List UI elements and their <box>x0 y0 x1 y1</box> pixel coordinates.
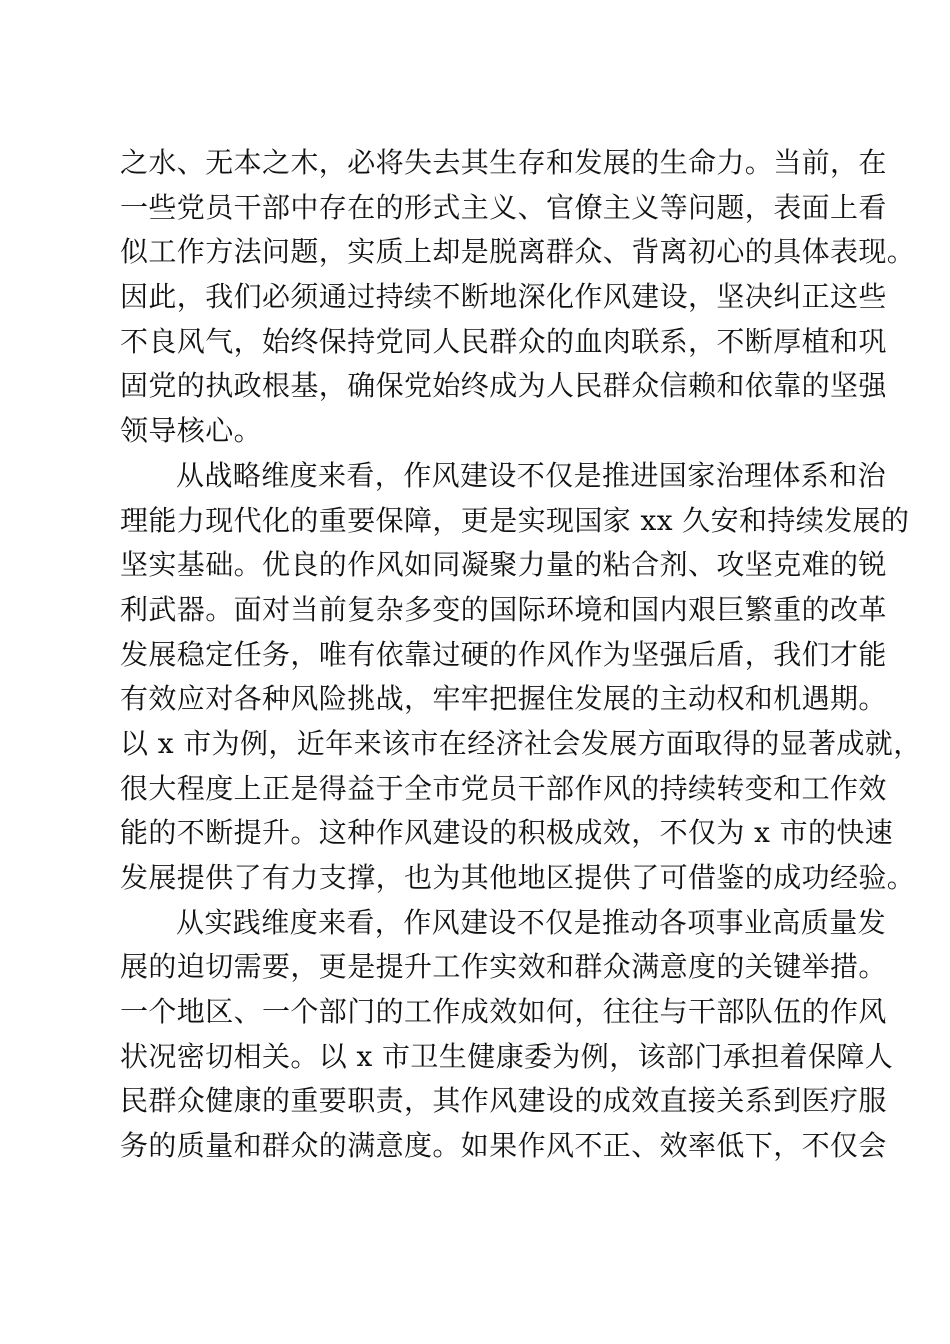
text-line: 务的质量和群众的满意度。如果作风不正、效率低下，不仅会 <box>120 1129 887 1163</box>
paragraph <box>120 454 922 901</box>
paragraph <box>120 901 894 1169</box>
text-line: 因此，我们必须通过持续不断地深化作风建设，坚决纠正这些 <box>120 280 887 314</box>
text-line: 理能力现代化的重要保障，更是实现国家 xx 久安和持续发展的 <box>120 503 910 537</box>
text-line: 能的不断提升。这种作风建设的积极成效，不仅为 x 市的快速 <box>120 816 894 850</box>
text-line: 发展稳定任务，唯有依靠过硬的作风作为坚强后盾，我们才能 <box>120 637 887 671</box>
paragraph <box>120 141 916 454</box>
document-page <box>120 141 922 1169</box>
text-line: 似工作方法问题，实质上却是脱离群众、背离初心的具体表现。 <box>120 235 916 269</box>
text-line: 民群众健康的重要职责，其作风建设的成效直接关系到医疗服 <box>120 1084 887 1118</box>
text-line: 之水、无本之木，必将失去其生存和发展的生命力。当前，在 <box>120 146 887 179</box>
text-line: 一些党员干部中存在的形式主义、官僚主义等问题，表面上看 <box>120 190 887 224</box>
text-line: 从战略维度来看，作风建设不仅是推进国家治理体系和治 <box>176 458 887 492</box>
text-line: 有效应对各种风险挑战，牢牢把握住发展的主动权和机遇期。 <box>120 682 887 716</box>
text-line: 不良风气，始终保持党同人民群众的血肉联系，不断厚植和巩 <box>120 324 887 358</box>
text-line: 状况密切相关。以 x 市卫生健康委为例，该部门承担着保障人 <box>120 1039 894 1073</box>
text-line: 一个地区、一个部门的工作成效如何，往往与干部队伍的作风 <box>120 995 887 1029</box>
text-line: 展的迫切需要，更是提升工作实效和群众满意度的关键举措。 <box>120 950 887 984</box>
text-line: 领导核心。 <box>120 414 263 448</box>
text-line: 从实践维度来看，作风建设不仅是推动各项事业高质量发 <box>176 905 887 939</box>
text-line: 固党的执政根基，确保党始终成为人民群众信赖和依靠的坚强 <box>120 369 887 403</box>
text-line: 很大程度上正是得益于全市党员干部作风的持续转变和工作效 <box>120 771 887 805</box>
text-line: 发展提供了有力支撑，也为其他地区提供了可借鉴的成功经验。 <box>120 861 916 894</box>
text-line: 坚实基础。优良的作风如同凝聚力量的粘合剂、攻坚克难的锐 <box>120 548 887 582</box>
text-line: 利武器。面对当前复杂多变的国际环境和国内艰巨繁重的改革 <box>120 592 887 626</box>
text-line: 以 x 市为例，近年来该市在经济社会发展方面取得的显著成就， <box>120 726 922 760</box>
